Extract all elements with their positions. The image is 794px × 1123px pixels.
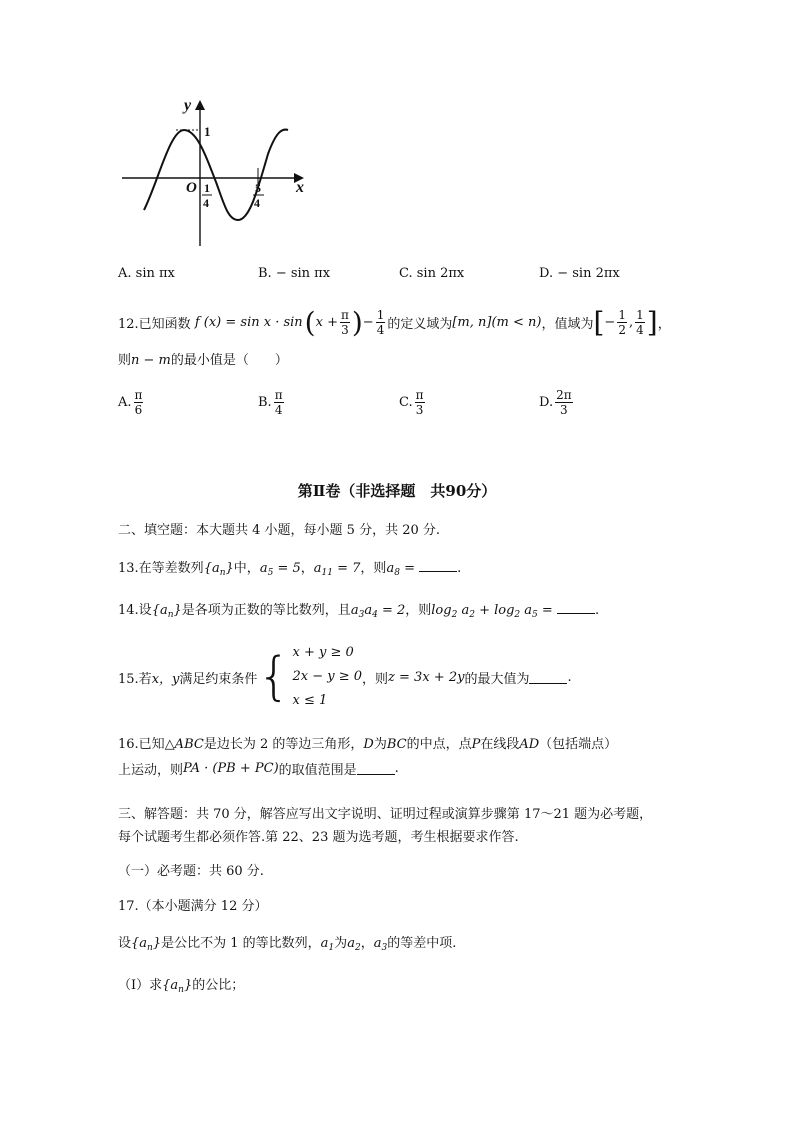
q12-frac-12: $\frac{1}{2}$ [618,308,626,337]
q15-conditions [292,641,362,713]
q12-option-a[interactable] [118,388,145,417]
sine-graph [118,92,318,250]
q16-text-a: 16.已知 [118,737,165,752]
y-tick-label: 1 [204,124,211,139]
q17-part1-b: 的公比； [192,978,245,993]
q13-answer-blank[interactable] [419,559,457,572]
q16-D: D [363,737,374,752]
q12-frac-14b: $\frac{1}{4}$ [636,308,644,337]
q16-text-c: 为 [373,737,387,752]
q11-option-b[interactable]: B. − sin πx [258,266,331,281]
q12-comma: ， [657,317,671,332]
q17-body-c: 为 [334,936,348,951]
q12-question-line2 [118,349,288,368]
q12-line2-a: 则 [118,353,132,368]
q12-option-d[interactable] [539,388,575,417]
q16-text-f: （包括端点） [539,737,618,752]
section2-title: 第Ⅱ卷（非选择题 共90分） [297,482,497,500]
q12-option-d-label: D. [539,395,554,410]
q12-d-den: 3 [560,403,568,417]
y-axis-arrow [195,100,205,110]
q16-text-b: 是边长为 2 的等边三角形， [203,737,364,752]
x-axis-label: x [296,179,304,196]
q13-question [118,557,461,578]
q15-text-a: 15.若 [118,671,152,687]
q12-option-a-frac [134,388,144,417]
q16-P: P [471,737,481,752]
q12-minus: − [362,315,374,330]
part3-line2: 每个试题考生都必须作答.第 22、23 题为选考题，考生根据要求作答. [118,830,519,845]
q17-a3: $a_3$ [373,936,388,953]
q17-a2: $a_2$ [347,936,361,953]
q15-vars: x，y [151,671,180,687]
q17-part1-a: （Ⅰ）求 [118,978,163,993]
q14-seq: $\{a_n\}$ [151,603,182,620]
q15-text-b: 满足约束条件 [179,671,258,687]
q12-range-text: ，值域为 [541,317,594,332]
q14-text-b: 是各项为正数的等比数列，且 [181,603,351,618]
q12-option-b[interactable] [258,388,286,417]
part3-line1: 三、解答题：共 70 分，解答应写出文字说明、证明过程或演算步骤第 17～21 题为必考题， [118,807,653,822]
q13-a5: $a_5 = 5$ [259,561,301,578]
q14-answer-blank[interactable] [557,601,595,614]
q15-answer-blank[interactable] [529,671,567,684]
x-tick1-num: 1 [204,181,210,195]
q14-text-c: ，则 [405,603,432,618]
part3-required: （一）必考题：共 60 分. [118,864,264,879]
q13-text-c: ， [300,561,314,576]
q13-text-e: . [457,561,462,576]
q11-option-c[interactable]: C. sin 2πx [399,266,465,281]
q15-question [118,641,572,713]
q12-frac-pi3: $\frac{\pi}{3}$ [340,308,349,337]
q17-title: 17.（本小题满分 12 分） [118,899,268,914]
q17-body-b: 是公比不为 1 的等比数列， [161,936,321,951]
q15-brace: { [257,647,291,707]
q13-a11: $a_{11} = 7$ [313,561,361,578]
q12-c-den: 3 [415,403,424,417]
q12-question-line1 [118,306,671,339]
q12-domain-text: 的定义域为 [387,317,453,332]
q16-line1 [118,733,617,752]
q13-a8: $a_8$ = [386,561,420,578]
q16-vector-expr: PA · (PB + PC) [183,761,279,776]
q12-a-num: π [134,388,143,402]
q12-prefix: 12.已知函数 [118,317,191,332]
q12-x-plus: x + [315,315,338,330]
q16-text-e: 在线段 [480,737,520,752]
q12-option-a-label: A. [118,395,132,410]
q16-text-h: 的取值范围是 [278,763,357,778]
q12-option-c-label: C. [399,395,413,410]
q16-text-d: 的中点，点 [406,737,472,752]
q12-b-num: π [274,388,283,402]
q15-text-d: 的最大值为 [464,671,530,687]
q12-c-num: π [415,388,424,402]
q16-triangle: △ABC [164,737,204,752]
q12-option-c[interactable] [399,388,427,417]
q13-seq: $\{a_n\}$ [203,561,234,578]
q16-line2 [118,759,399,778]
q12-b-den: 4 [274,403,283,417]
q15-text-c: ，则 [362,671,389,687]
q12-range-minus: − [604,315,616,330]
q14-log-expr: $\log_2 a_2 + \log_2 a_5$ = [431,603,557,620]
x-tick2-den: 4 [254,196,260,210]
q12-function: f (x) = sin x · sin [190,315,303,330]
q12-option-b-frac [274,388,284,417]
q16-answer-blank[interactable] [357,762,395,775]
q12-range-bracket-open: [ [593,306,605,339]
q16-text-g: 上运动，则 [118,763,184,778]
q15-objective: z = 3x + 2y [388,669,465,685]
q17-seq: $\{a_n\}$ [131,936,162,953]
q17-body-e: 的等差中项. [387,936,457,951]
q11-option-d[interactable]: D. − sin 2πx [539,266,620,281]
q17-body [118,932,456,953]
q16-BC: BC [386,737,407,752]
origin-label: O [186,180,197,196]
q14-text-a: 14.设 [118,603,152,618]
q15-cond2: 2x − y ≥ 0 [292,669,363,684]
q17-part1-seq: $\{a_n\}$ [162,978,193,995]
q14-question [118,599,599,620]
q11-option-a[interactable]: A. sin πx [118,266,175,281]
x-tick1-den: 4 [203,196,209,210]
q14-text-d: . [594,603,600,618]
q15-cond1: x + y ≥ 0 [292,645,354,660]
q12-range-bracket-close: ] [646,306,658,339]
q12-option-c-frac [415,388,425,417]
sine-curve [144,130,288,220]
q17-part1 [118,974,244,995]
y-axis-label: y [184,97,192,114]
q15-cond3: x ≤ 1 [292,693,328,708]
q17-a1: $a_1$ [320,936,335,953]
q13-text-d: ，则 [360,561,387,576]
q13-text-b: 中， [233,561,260,576]
q12-n-minus-m: n − m [131,353,171,368]
q12-frac-14: $\frac{1}{4}$ [376,308,385,337]
x-tick2-num: 5 [255,181,261,195]
q12-option-d-frac [555,388,573,417]
part2-heading: 二、填空题：本大题共 4 小题，每小题 5 分，共 20 分. [118,523,441,538]
q16-AD: AD [519,737,540,752]
q13-text-a: 13.在等差数列 [118,561,204,576]
q12-domain: [m, n](m < n) [452,315,542,330]
q12-d-num: 2π [556,388,572,402]
q16-text-i: . [394,761,399,776]
q12-a-den: 6 [134,403,143,417]
q14-a3a4: $a_3a_4 = 2$ [350,603,406,620]
q12-line2-b: 的最小值是（ ） [170,353,288,368]
q12-paren-open: ( [304,306,316,339]
q12-option-b-label: B. [258,395,272,410]
q17-body-d: ， [360,936,374,951]
q15-text-e: . [567,669,572,685]
q17-body-a: 设 [118,936,132,951]
q12-paren-close: ) [351,306,363,339]
q12-range-comma: , [628,315,634,330]
